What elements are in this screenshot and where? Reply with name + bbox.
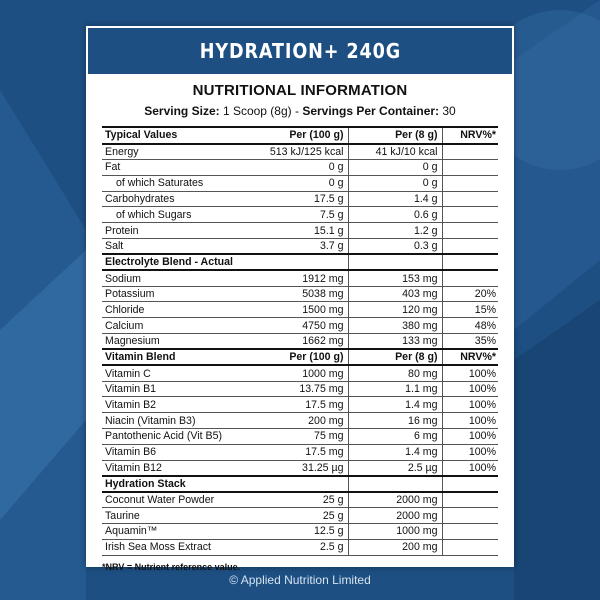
nutrient-name: Chloride (102, 302, 252, 318)
nrv-value: 20% (442, 286, 498, 302)
table-row (102, 191, 498, 207)
table-row (102, 286, 498, 302)
nrv-value (442, 191, 498, 207)
nrv-value (442, 160, 498, 176)
per-serving-value: 80 mg (348, 365, 442, 381)
nutrient-name: Magnesium (102, 334, 252, 350)
per-serving-value: 380 mg (348, 318, 442, 334)
table-row (102, 539, 498, 555)
per-serving-value: 16 mg (348, 413, 442, 429)
nutrition-panel (86, 26, 514, 572)
nrv-value (442, 270, 498, 286)
nrv-value: 15% (442, 302, 498, 318)
per-serving-value: 6 mg (348, 429, 442, 445)
per-100g-value: 4750 mg (252, 318, 348, 334)
per-serving-value: 1.4 mg (348, 397, 442, 413)
nutrient-name: Fat (102, 160, 252, 176)
table-row (102, 413, 498, 429)
per-serving-value: Per (8 g) (348, 349, 442, 365)
per-100g-value: Per (100 g) (252, 128, 348, 144)
product-title: HYDRATION+ 240G (199, 39, 401, 63)
per-100g-value: 7.5 g (252, 207, 348, 223)
nrv-value (442, 539, 498, 555)
nrv-value (442, 239, 498, 255)
table-row (102, 175, 498, 191)
nutrition-title: NUTRITIONAL INFORMATION (192, 82, 408, 99)
per-100g-value: 2.5 g (252, 539, 348, 555)
nrv-value: 100% (442, 413, 498, 429)
serving-info (86, 104, 514, 118)
per-serving-value: 1000 mg (348, 524, 442, 540)
table-row (102, 207, 498, 223)
per-serving-value: 0 g (348, 160, 442, 176)
table-row (102, 223, 498, 239)
table-row (102, 160, 498, 176)
table-row (102, 144, 498, 160)
per-serving-value: 1.4 mg (348, 444, 442, 460)
nutrient-name: Electrolyte Blend - Actual (102, 254, 252, 270)
per-serving-value: 120 mg (348, 302, 442, 318)
nutrition-table (102, 128, 498, 556)
table-header-row (102, 128, 498, 144)
nutrient-name: Irish Sea Moss Extract (102, 539, 252, 555)
nrv-value (442, 524, 498, 540)
nrv-value: 100% (442, 429, 498, 445)
per-100g-value (252, 254, 348, 270)
nutrient-name: Niacin (Vitamin B3) (102, 413, 252, 429)
table-section-row (102, 254, 498, 270)
nrv-value: 100% (442, 444, 498, 460)
table-row (102, 492, 498, 508)
table-row (102, 508, 498, 524)
table-row (102, 460, 498, 476)
per-100g-value: 513 kJ/125 kcal (252, 144, 348, 160)
nrv-value (442, 508, 498, 524)
per-serving-value: 41 kJ/10 kcal (348, 144, 442, 160)
nutrient-name: Coconut Water Powder (102, 492, 252, 508)
nutrient-name: Potassium (102, 286, 252, 302)
per-100g-value: 1500 mg (252, 302, 348, 318)
servings-per-container-value: 30 (439, 104, 456, 118)
nutrient-name: Vitamin B12 (102, 460, 252, 476)
nrv-value: 100% (442, 381, 498, 397)
nrv-value: 100% (442, 460, 498, 476)
nutrient-name: Typical Values (102, 128, 252, 144)
nrv-footnote: *NRV = Nutrient reference value. (102, 561, 241, 572)
nutrition-table-wrap (102, 126, 498, 556)
servings-per-container-label: Servings Per Container: (302, 104, 440, 118)
per-100g-value (252, 476, 348, 492)
nutrient-name: Vitamin B2 (102, 397, 252, 413)
nutrient-name: of which Sugars (102, 207, 252, 223)
per-100g-value: 0 g (252, 175, 348, 191)
nutrient-name: Taurine (102, 508, 252, 524)
nrv-value (442, 207, 498, 223)
nutrient-name: Energy (102, 144, 252, 160)
serving-size-value: 1 Scoop (8g) - (219, 104, 303, 118)
per-100g-value: 3.7 g (252, 239, 348, 255)
nutrient-name: Aquamin™ (102, 524, 252, 540)
serving-size-label: Serving Size: (144, 104, 220, 118)
table-row (102, 381, 498, 397)
nutrient-name: Protein (102, 223, 252, 239)
per-100g-value: 12.5 g (252, 524, 348, 540)
per-100g-value: 1912 mg (252, 270, 348, 286)
nrv-value: NRV%* (442, 349, 498, 365)
table-row (102, 334, 498, 350)
per-100g-value: 25 g (252, 508, 348, 524)
per-100g-value: 17.5 g (252, 191, 348, 207)
per-serving-value: 1.2 g (348, 223, 442, 239)
nrv-value: 100% (442, 397, 498, 413)
per-100g-value: 15.1 g (252, 223, 348, 239)
table-row (102, 239, 498, 255)
nrv-value: NRV%* (442, 128, 498, 144)
nrv-value (442, 254, 498, 270)
per-serving-value: 200 mg (348, 539, 442, 555)
nrv-value: 48% (442, 318, 498, 334)
per-serving-value: 153 mg (348, 270, 442, 286)
copyright-text: © Applied Nutrition Limited (229, 573, 371, 587)
nutrient-name: Vitamin B1 (102, 381, 252, 397)
per-100g-value: 25 g (252, 492, 348, 508)
nutrient-name: Hydration Stack (102, 476, 252, 492)
table-row (102, 270, 498, 286)
table-header-row (102, 349, 498, 365)
per-100g-value: 5038 mg (252, 286, 348, 302)
per-serving-value: 0.3 g (348, 239, 442, 255)
nutrient-name: Salt (102, 239, 252, 255)
table-row (102, 318, 498, 334)
nutrient-name: Calcium (102, 318, 252, 334)
nutrient-name: Carbohydrates (102, 191, 252, 207)
nutrient-name: Vitamin B6 (102, 444, 252, 460)
per-100g-value: 31.25 µg (252, 460, 348, 476)
per-100g-value: 200 mg (252, 413, 348, 429)
nrv-value: 35% (442, 334, 498, 350)
per-serving-value (348, 476, 442, 492)
table-row (102, 429, 498, 445)
table-row (102, 524, 498, 540)
table-section-row (102, 476, 498, 492)
table-row (102, 302, 498, 318)
per-serving-value: 133 mg (348, 334, 442, 350)
per-serving-value: 1.4 g (348, 191, 442, 207)
per-100g-value: 1662 mg (252, 334, 348, 350)
table-row (102, 444, 498, 460)
per-100g-value: 75 mg (252, 429, 348, 445)
per-100g-value: 1000 mg (252, 365, 348, 381)
nutrient-name: Vitamin C (102, 365, 252, 381)
per-100g-value: 13.75 mg (252, 381, 348, 397)
per-serving-value: 403 mg (348, 286, 442, 302)
nrv-value (442, 476, 498, 492)
per-serving-value: 1.1 mg (348, 381, 442, 397)
product-header (86, 26, 514, 74)
nrv-value (442, 223, 498, 239)
per-100g-value: 17.5 mg (252, 444, 348, 460)
nutrient-name: Sodium (102, 270, 252, 286)
per-serving-value: 2.5 µg (348, 460, 442, 476)
nutrient-name: Pantothenic Acid (Vit B5) (102, 429, 252, 445)
nutrient-name: Vitamin Blend (102, 349, 252, 365)
per-100g-value: Per (100 g) (252, 349, 348, 365)
nrv-value (442, 175, 498, 191)
per-serving-value: 2000 mg (348, 508, 442, 524)
per-serving-value: 0.6 g (348, 207, 442, 223)
nutrient-name: of which Saturates (102, 175, 252, 191)
table-row (102, 365, 498, 381)
per-100g-value: 0 g (252, 160, 348, 176)
nrv-value: 100% (442, 365, 498, 381)
per-serving-value: Per (8 g) (348, 128, 442, 144)
nrv-value (442, 144, 498, 160)
nrv-value (442, 492, 498, 508)
per-serving-value (348, 254, 442, 270)
table-row (102, 397, 498, 413)
per-serving-value: 2000 mg (348, 492, 442, 508)
per-serving-value: 0 g (348, 175, 442, 191)
per-100g-value: 17.5 mg (252, 397, 348, 413)
